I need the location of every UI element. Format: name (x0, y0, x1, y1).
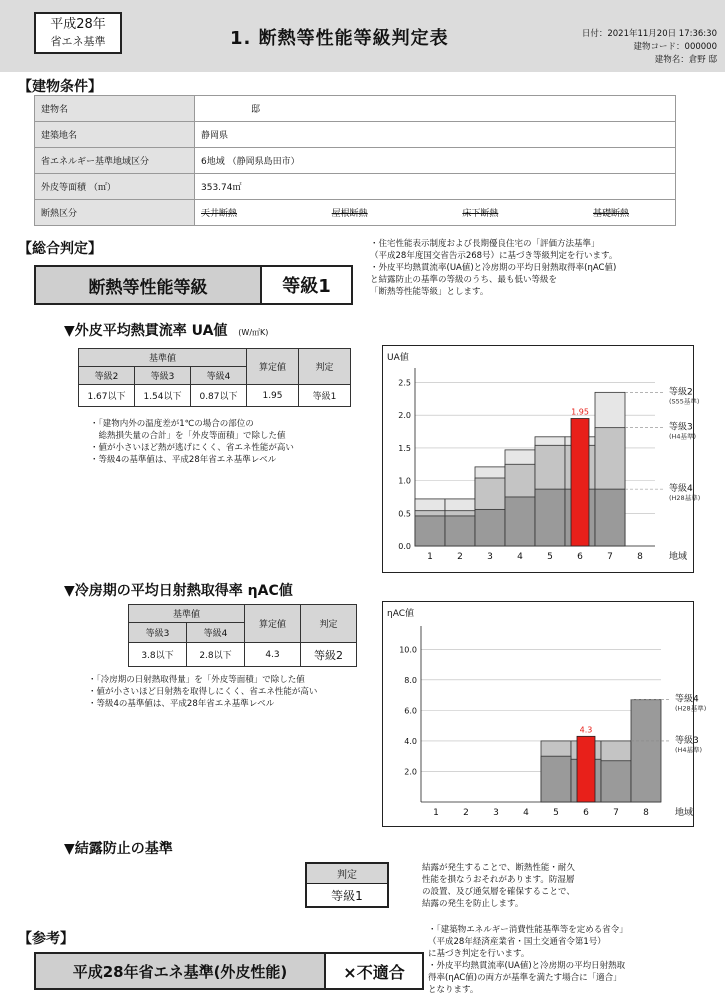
standard-badge (34, 12, 122, 54)
bar-等級4-region-4 (505, 497, 535, 546)
judge-value: 等級2 (301, 643, 357, 667)
calc-value: 4.3 (245, 643, 301, 667)
note-line: ・外皮平均熱貫流率(UA値)と冷房期の平均日射熱取得率(ηAC値) (370, 263, 617, 273)
bar-等級4-region-3 (475, 509, 505, 546)
bar-computed-value (577, 736, 595, 802)
note-line: ・外皮平均熱貫流率(UA値)と冷房期の平均日射熱取 (428, 961, 626, 971)
reference-result: ×不適合 (343, 962, 405, 982)
bar-等級4-region-7 (601, 761, 631, 802)
reference-notes (428, 924, 628, 996)
eta-notes (88, 674, 317, 710)
ua-chart-svg (383, 346, 701, 572)
legend-label: 等級4 (675, 694, 699, 705)
row-label: 建物名 (35, 96, 195, 122)
x-tick-label: 5 (547, 552, 553, 562)
insulation-ceiling: 天井断熱 (201, 209, 238, 219)
calc-header: 算定値 (245, 605, 301, 643)
overall-section-title: 【総合判定】 (18, 241, 102, 257)
bar-等級4-region-1 (415, 516, 445, 546)
legend-label: 等級2 (669, 387, 693, 398)
overall-notes (370, 238, 617, 298)
y-tick-label: 1.0 (398, 476, 411, 486)
reference-label: 平成28年省エネ基準(外皮性能) (36, 954, 326, 988)
overall-grade: 等級1 (262, 267, 351, 303)
y-tick-label: 8.0 (404, 675, 417, 685)
note-line: 結露の発生を防止します。 (422, 899, 524, 909)
x-tick-label: 4 (523, 808, 529, 818)
judge-header: 判定 (301, 605, 357, 643)
judge-header: 判定 (299, 349, 351, 385)
grade-col: 等級3 (135, 367, 191, 385)
note-line: ・値が小さいほど熱が逃げにくく、省エネ性能が高い (90, 443, 294, 453)
insulation-foundation: 基礎断熱 (592, 209, 629, 219)
eta-heading: ▼冷房期の平均日射熱取得率 ηAC値 (64, 583, 293, 599)
grade-col: 等級4 (187, 623, 245, 643)
y-tick-label: 0.5 (398, 509, 411, 519)
ua-heading-text: ▼外皮平均熱貫流率 UA値 (64, 323, 228, 339)
row-value (195, 96, 676, 122)
meta-date: 日付：2021年11月20日 17:36:30 (581, 29, 717, 39)
header-meta (582, 28, 717, 67)
y-axis-label: ηAC値 (387, 609, 414, 619)
note-line: ・「建物内外の温度差が1℃の場合の部位の (90, 419, 254, 429)
row-label: 外皮等面積 （㎡） (35, 174, 195, 200)
legend-sublabel: (S55基準) (669, 397, 700, 406)
table-row (35, 174, 676, 200)
table-row (35, 96, 676, 122)
note-line: と結露防止の基準の等級のうち、最も低い等級を (370, 275, 558, 285)
note-line: の設置、及び通気層を確保することで、 (422, 887, 575, 897)
std-header: 基準値 (79, 349, 247, 367)
judge-value: 等級1 (299, 385, 351, 407)
x-tick-label: 3 (493, 808, 499, 818)
meta-code: 建物コード：000000 (633, 42, 717, 52)
row-value: 353.74㎡ (195, 174, 676, 200)
table-row (35, 148, 676, 174)
note-line: 総熱損失量の合計」を「外皮等面積」で除した値 (90, 431, 286, 441)
grade-col: 等級2 (79, 367, 135, 385)
legend-label: 等級4 (669, 484, 693, 495)
x-tick-label: 2 (457, 552, 463, 562)
note-line: ・値が小さいほど日射熱を取得しにくく、省エネ性能が高い (88, 687, 318, 697)
bar-等級4-region-8 (631, 700, 661, 802)
eta-chart (382, 601, 707, 827)
eta-chart-svg (383, 602, 707, 826)
legend-sublabel: (H28基準) (675, 704, 707, 713)
ua-grade-table (78, 348, 351, 407)
insulation-roof: 屋根断熱 (331, 209, 368, 219)
computed-data-label: 1.95 (571, 407, 589, 417)
x-tick-label: 8 (637, 552, 643, 562)
legend-sublabel: (H4基準) (669, 432, 697, 441)
x-tick-label: 1 (427, 552, 433, 562)
x-tick-label: 3 (487, 552, 493, 562)
row-label: 建築地名 (35, 122, 195, 148)
x-tick-label: 5 (553, 808, 559, 818)
note-line: ・等級4の基準値は、平成28年省エネ基準レベル (90, 455, 277, 465)
note-line: （平成28年度国交省告示268号）に基づき等級判定を行います。 (370, 251, 618, 261)
y-tick-label: 2.5 (398, 378, 411, 388)
dew-notes (422, 862, 575, 910)
grade-value: 1.67以下 (79, 385, 135, 407)
grade-value: 2.8以下 (187, 643, 245, 667)
grade-value: 3.8以下 (129, 643, 187, 667)
x-tick-label: 7 (607, 552, 613, 562)
ua-notes (90, 418, 294, 466)
building-section-title: 【建物条件】 (18, 79, 102, 95)
bar-等級4-region-5 (535, 489, 565, 546)
note-line: ・「冷房期の日射熱取得量」を「外皮等面積」で除した値 (88, 675, 305, 685)
reference-section-title: 【参考】 (18, 931, 74, 947)
y-tick-label: 2.0 (404, 767, 417, 777)
grade-col: 等級4 (191, 367, 247, 385)
note-line: 得率(ηAC値)の両方が基準を満たす場合に「適合」 (428, 973, 622, 983)
dew-judge-box (305, 862, 389, 908)
bar-等級4-region-2 (445, 516, 475, 546)
bar-等級4-region-7 (595, 489, 625, 546)
x-tick-label: 1 (433, 808, 439, 818)
grade-value: 1.54以下 (135, 385, 191, 407)
note-line: ・住宅性能表示制度および長期優良住宅の「評価方法基準」 (370, 239, 600, 249)
note-line: に基づき判定を行います。 (428, 949, 530, 959)
row-value: 静岡県 (195, 122, 676, 148)
note-line: 結露が発生することで、断熱性能・耐久 (422, 863, 575, 873)
y-tick-label: 2.0 (398, 411, 411, 421)
note-line: 「断熱等性能等級」とします。 (370, 287, 489, 297)
note-line: （平成28年経済産業省・国土交通省令第1号） (428, 937, 606, 947)
computed-data-label: 4.3 (579, 725, 593, 735)
dew-judge-value: 等級1 (331, 888, 363, 903)
x-tick-label: 7 (613, 808, 619, 818)
building-name-value: 邸 (251, 105, 261, 115)
std-header: 基準値 (129, 605, 245, 623)
y-axis-label: UA値 (387, 353, 409, 363)
note-line: ・「建築物エネルギー消費性能基準等を定める省令」 (428, 925, 628, 935)
legend-sublabel: (H4基準) (675, 745, 703, 754)
note-line: ・等級4の基準値は、平成28年省エネ基準レベル (88, 699, 275, 709)
overall-label: 断熱等性能等級 (36, 267, 262, 303)
ua-chart (382, 345, 701, 573)
insulation-values (195, 200, 676, 226)
reference-box (34, 952, 424, 990)
bar-等級4-region-5 (541, 756, 571, 802)
calc-header: 算定値 (247, 349, 299, 385)
table-row (35, 200, 676, 226)
standard-year: 平成28年 (50, 17, 106, 32)
standard-name: 省エネ基準 (50, 35, 106, 48)
insulation-floor: 床下断熱 (462, 209, 499, 219)
page-title: 1. 断熱等性能等級判定表 (230, 28, 449, 49)
calc-value: 1.95 (247, 385, 299, 407)
row-label: 省エネルギー基準地域区分 (35, 148, 195, 174)
building-conditions-table (34, 95, 676, 226)
eta-grade-table (128, 604, 357, 667)
legend-label: 等級3 (675, 735, 699, 746)
dew-heading: ▼結露防止の基準 (64, 841, 173, 857)
legend-sublabel: (H28基準) (669, 494, 701, 503)
meta-name: 建物名：倉野 邸 (654, 55, 717, 65)
y-tick-label: 1.5 (398, 443, 411, 453)
row-label: 断熱区分 (35, 200, 195, 226)
dew-judge-header: 判定 (307, 864, 387, 884)
overall-grade-box (34, 265, 353, 305)
ua-heading (64, 320, 268, 340)
grade-col: 等級3 (129, 623, 187, 643)
x-axis-label: 地域 (675, 808, 694, 818)
note-line: 性能を損なうおそれがあります。防湿層 (422, 875, 575, 885)
grade-value: 0.87以下 (191, 385, 247, 407)
y-tick-label: 6.0 (404, 706, 417, 716)
x-tick-label: 4 (517, 552, 523, 562)
y-tick-label: 10.0 (399, 645, 417, 655)
bar-computed-value (571, 419, 589, 547)
x-tick-label: 2 (463, 808, 469, 818)
row-value: 6地域 （静岡県島田市） (195, 148, 676, 174)
note-line: となります。 (428, 985, 479, 995)
y-tick-label: 4.0 (404, 736, 417, 746)
x-tick-label: 8 (643, 808, 649, 818)
ua-unit: (W/㎡K) (238, 328, 269, 337)
x-tick-label: 6 (583, 808, 589, 818)
table-row (35, 122, 676, 148)
legend-label: 等級3 (669, 422, 693, 433)
x-tick-label: 6 (577, 552, 583, 562)
y-tick-label: 0.0 (398, 542, 411, 551)
x-axis-label: 地域 (669, 552, 688, 562)
